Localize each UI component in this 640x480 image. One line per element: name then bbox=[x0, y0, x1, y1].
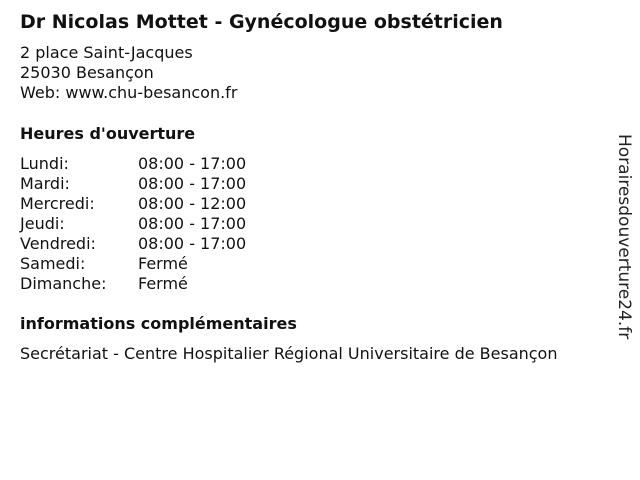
day-label: Mercredi: bbox=[20, 194, 95, 213]
day-label: Lundi: bbox=[20, 154, 69, 173]
address-street: 2 place Saint-Jacques bbox=[20, 43, 193, 62]
day-label: Samedi: bbox=[20, 254, 86, 273]
page-title: Dr Nicolas Mottet - Gynécologue obstétricien bbox=[20, 11, 503, 33]
site-brand-vertical bbox=[614, 134, 634, 346]
time-value: 08:00 - 17:00 bbox=[138, 174, 247, 193]
time-value: Fermé bbox=[138, 254, 188, 273]
additional-info-heading: informations complémentaires bbox=[20, 314, 297, 333]
time-value: 08:00 - 17:00 bbox=[138, 234, 247, 253]
opening-hours-heading: Heures d'ouverture bbox=[20, 124, 196, 143]
address-city: 25030 Besançon bbox=[20, 63, 154, 82]
site-brand-text: Horairesdouverture24.fr bbox=[614, 134, 634, 340]
day-label: Dimanche: bbox=[20, 274, 107, 293]
time-value: 08:00 - 12:00 bbox=[138, 194, 247, 213]
additional-info-text: Secrétariat - Centre Hospitalier Régional Universitaire de Besançon bbox=[20, 344, 558, 363]
website-text: Web: www.chu-besancon.fr bbox=[20, 83, 238, 102]
day-label: Vendredi: bbox=[20, 234, 96, 253]
address-block bbox=[20, 43, 237, 103]
time-value: 08:00 - 17:00 bbox=[138, 154, 247, 173]
time-value: Fermé bbox=[138, 274, 188, 293]
day-label: Mardi: bbox=[20, 174, 70, 193]
day-label: Jeudi: bbox=[20, 214, 65, 233]
time-value: 08:00 - 17:00 bbox=[138, 214, 247, 233]
